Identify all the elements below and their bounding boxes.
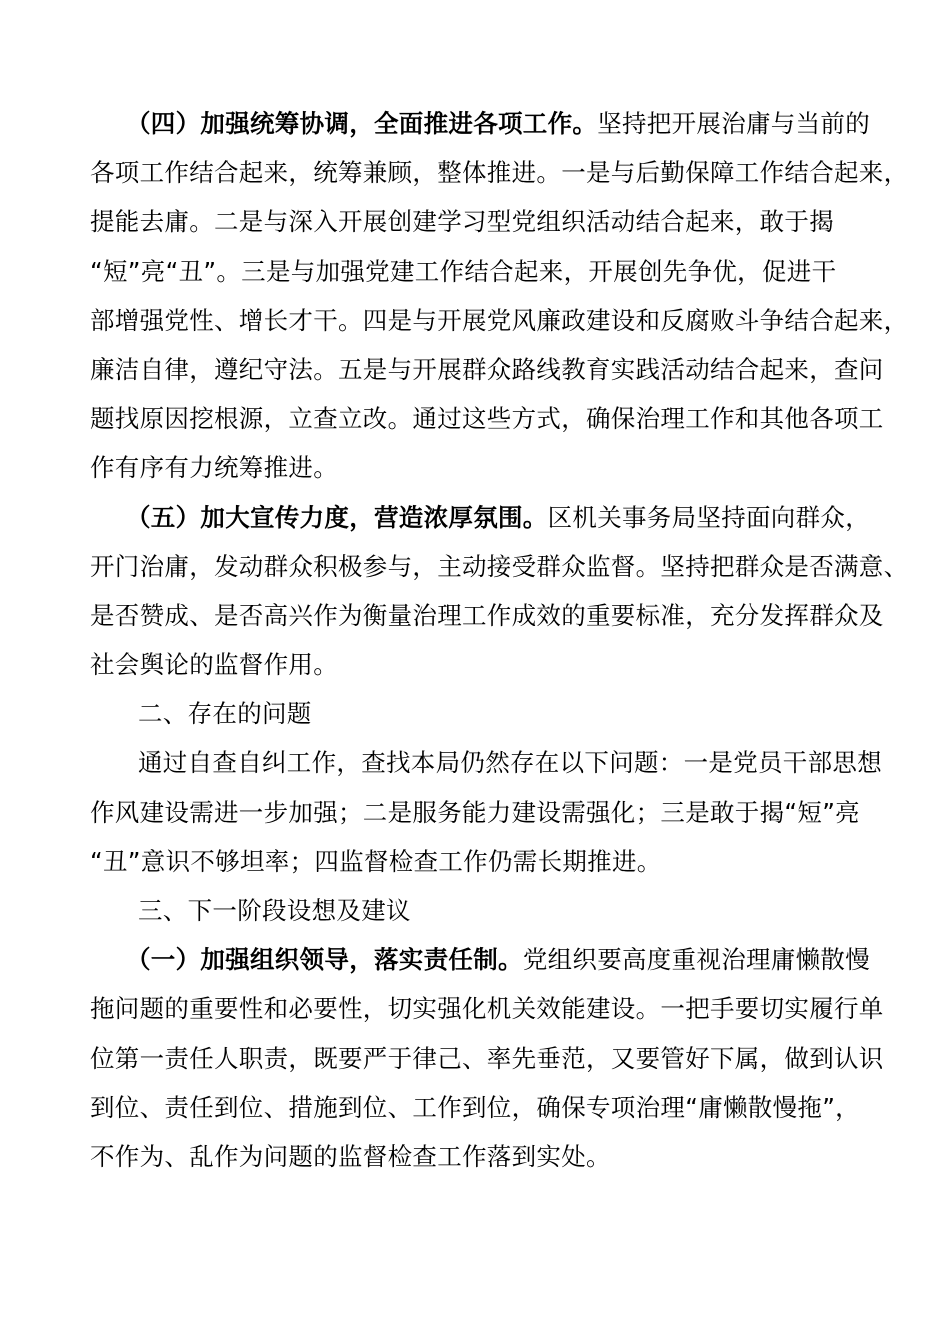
paragraph-5-line-4: 社会舆论的监督作用。 <box>90 650 338 680</box>
section-2-line-1: 通过自查自纠工作，查找本局仍然存在以下问题：一是党员干部思想 <box>138 748 882 778</box>
document-body <box>90 99 909 1181</box>
paragraph-1-line-1 <box>90 935 870 984</box>
section-3-heading: 三、下一阶段设想及建议 <box>138 896 411 925</box>
paragraph-4-line-8: 作有序有力统筹推进。 <box>90 453 338 483</box>
paragraph-1-heading: （一）加强组织领导，落实责任制。 <box>126 945 523 975</box>
paragraph-4-line-3: 提能去庸。二是与深入开展创建学习型党组织活动结合起来，敢于揭 <box>90 207 834 237</box>
section-2-heading: 二、存在的问题 <box>138 699 312 729</box>
paragraph-1-line-4: 到位、责任到位、措施到位、工作到位，确保专项治理“庸懒散慢拖”， <box>90 1092 860 1122</box>
paragraph-5-line-3: 是否赞成、是否高兴作为衡量治理工作成效的重要标准，充分发挥群众及 <box>90 600 884 630</box>
paragraph-4-line-1 <box>90 99 870 148</box>
paragraph-4-line-6: 廉洁自律，遵纪守法。五是与开展群众路线教育实践活动结合起来，查问 <box>90 354 884 384</box>
paragraph-5-line-2: 开门治庸，发动群众积极参与，主动接受群众监督。坚持把群众是否满意、 <box>90 551 909 581</box>
paragraph-1-line-5: 不作为、乱作为问题的监督检查工作落到实处。 <box>90 1141 611 1171</box>
paragraph-1-line-2: 拖问题的重要性和必要性，切实强化机关效能建设。一把手要切实履行单 <box>90 994 884 1024</box>
paragraph-4-heading: （四）加强统筹协调，全面推进各项工作。 <box>126 109 598 138</box>
paragraph-4-text: 坚持把开展治庸与当前的 <box>597 109 871 138</box>
paragraph-1-line-3: 位第一责任人职责，既要严于律己、率先垂范，又要管好下属，做到认识 <box>90 1043 884 1073</box>
paragraph-5-heading: （五）加大宣传力度，营造浓厚氛围。 <box>126 502 548 532</box>
section-2-line-2: 作风建设需进一步加强；二是服务能力建设需强化；三是敢于揭“短”亮 <box>90 797 860 827</box>
paragraph-5-text: 区机关事务局坚持面向群众， <box>547 502 871 532</box>
paragraph-4-line-4: “短”亮“丑”。三是与加强党建工作结合起来，开展创先争优，促进干 <box>90 256 837 286</box>
paragraph-5-line-1 <box>90 493 870 542</box>
section-2-line-3: “丑”意识不够坦率；四监督检查工作仍需长期推进。 <box>90 846 662 876</box>
paragraph-4-line-2: 各项工作结合起来，统筹兼顾，整体推进。一是与后勤保障工作结合起来， <box>90 158 909 188</box>
paragraph-4-line-5: 部增强党性、增长才干。四是与开展党风廉政建设和反腐败斗争结合起来， <box>90 305 909 335</box>
paragraph-4-line-7: 题找原因挖根源，立查立改。通过这些方式，确保治理工作和其他各项工 <box>90 404 884 434</box>
paragraph-1-text: 党组织要高度重视治理庸懒散慢 <box>522 945 871 975</box>
